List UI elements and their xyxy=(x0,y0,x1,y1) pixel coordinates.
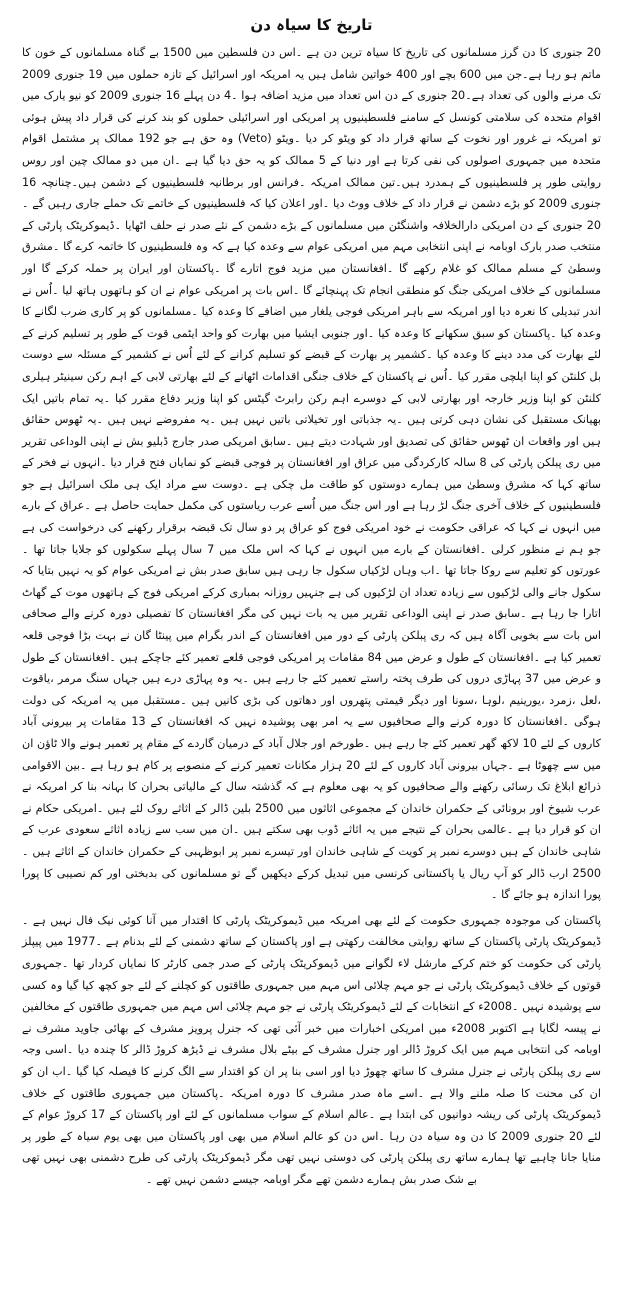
article-paragraph-2: پاکستان کی موجودہ جمہوری حکومت کے لئے بھی امریکہ میں ڈیموکریٹک پارٹی کا اقتدار میں آنا کوئی نیک فال نہیں ہے ۔ڈیموکریٹک پارٹی پاکستان کے ساتھ روایتی مخالفت رکھتی ہے اور پاکستان کے ساتھ دشمنی کے لئے بدنام ہے ۔1977 میں پیپلز پارٹی کی حکومت کو ختم کرکے مارشل لاء لگوانے میں ڈیموکریٹک پارٹی کے صدر جمی کارٹر کا نمایاں کردار تھا ۔جمہوری قوتوں کے خلاف ڈیموکریٹک پارٹی نے جو مہم چلائی اس مہم میں جمہوری طاقتوں کو کچلنے کے لئے جو کچھ کیا گیا وہ کسی سے پوشیدہ نہیں ۔2008ء کے انتخابات کے لئے ڈیموکریٹک پارٹی نے جو مہم چلائی اس مہم میں جمہوری طاقتوں کے مخالفین نے پیسہ لگایا ہے اکتوبر 2008ء میں امریکی اخبارات میں خبر آئی تھی کہ جنرل پرویز مشرف کے بھائی جاوید مشرف نے اوبامہ کی انتخابی مہم میں ایک کروڑ ڈالر اور جنرل مشرف کے بیٹے بلال مشرف نے ڈیڑھ کروڑ ڈالر کا چندہ دیا ۔اسی وجہ سے ری پبلکن پارٹی نے جنرل مشرف کا ساتھ چھوڑ دیا اور اسی بنا پر ان کو اقتدار سے الگ کرنے کا فیصلہ کیا گیا ۔اب ان کو ان کی محنت کا صلہ ملنے والا ہے ۔اسے ماہ صدر مشرف کا دورہ امریکہ ۔پاکستان میں جمہوری طاقتوں کے خلاف ڈیموکریٹک پارٹی کی ریشہ دوانیوں کی ابتدا ہے ۔عالم اسلام کے سواب مسلمانوں کے لئے اور پاکستان کے 17 کروڑ عوام کے لئے 20 جنوری 2009 کا دن وہ سیاہ دن رہا ۔اس دن کو عالم اسلام میں بھی اور پاکستان میں بھی یوم سیاہ کے طور پر منایا جانا چاہیے تھا ہمارے ساتھ ری پبلکن پارٹی کی دوستی نہیں تھی مگر ڈیموکریٹک پارٹی کی طرح دشمنی بھی نہیں تھی بے شک صدر بش ہمارے دشمن تھے مگر اوبامہ جیسے دشمن نہیں تھے ۔ xyxy=(22,913,602,1186)
article-paragraph-1: 20 جنوری کا دن گرز مسلمانوں کی تاریخ کا سیاہ ترین دن ہے ۔اس دن فلسطین میں 1500 بے گناہ مسلمانوں کے خون کا ماتم ہو رہا ہے۔جن میں 600 بچے اور 400 خواتین شامل ہیں یہ امریکہ اور اسرائیل کے تازہ حملوں میں 19 جنوری 2009 تک مرنے والوں کی تعداد ہے۔20 جنوری کے دن اس تعداد میں مزید اضافہ ہوا ۔4 دن پہلے 16 جنوری 2009 کو نیو یارک میں اقوام متحدہ کی سلامتی کونسل کے سامنے فلسطینیوں پر امریکی اور اسرائیلی حملوں کو بند کرنے کی قرار داد پیش ہوئی تو امریکہ نے غرور اور نخوت کے ساتھ قرار داد کو ویٹو کر دیا ۔ویٹو (Veto) وہ حق ہے جو 192 ممالک پر مشتمل اقوام متحدہ میں جمہوری اصولوں کی نفی کرتا ہے اور دنیا کے 5 ممالک کو یہ حق دیا گیا ہے ۔ان میں دو ممالک چین اور روس روایتی طور پر فلسطینیوں کے ہمدرد ہیں۔تین ممالک امریکہ ۔فرانس اور برطانیہ فلسطینیوں کے دشمن ہیں۔چنانچہ 16 جنوری 2009 کو بڑے دشمن نے قرار داد کے خلاف ووٹ دیا ۔اور اعلان کیا کہ فلسطینیوں کے خاتمے تک حملے جاری رہیں گے ۔20 جنوری کے دن امریکی دارالخلافہ واشنگٹن میں مسلمانوں کے بڑے دشمن کے نئے صدر نے حلف اٹھایا ۔ڈیموکریٹک پارٹی کے منتخب صدر بارک اوبامہ نے اپنی انتخابی مہم میں امریکی عوام سے وعدہ کیا ہے کہ وہ فلسطینیوں کا خاتمہ کرے گا ۔مشرق وسطیٰ کے مسلم ممالک کو غلام رکھے گا ۔افغانستان میں مزید فوج اتارے گا ۔پاکستان اور ایران پر حملہ کرکے گا اور مسلمانوں کے خلاف امریکی جنگ کو منطقی انجام تک پہنچائے گا ۔اس بات پر امریکی عوام نے ان کو ہاتھوں ہاتھ لیا ۔اُس نے اندر تبدیلی کا نعرہ دیا اور امریکہ سے باہر امریکی فوجی یلغار میں اضافے کا وعدہ کیا ۔مسلمانوں کو پر کاری ضرب لگانے کا وعدہ کیا ۔پاکستان کو سبق سکھانے کا وعدہ کیا ۔اور جنوبی ایشیا میں بھارت کو واحد ایٹمی قوت کے طور پر تسلیم کرنے کے لئے بھارت کی مدد دینے کا وعدہ کیا ۔کشمیر پر بھارت کے قبضے کو تسلیم کرانے کے لئے اُس نے کشمیر کے مسئلہ سے دوست بل کلنٹن کو اپنا ایلچی مقرر کیا ۔اُس نے پاکستان کے خلاف جنگی اقدامات اٹھانے کے لئے بھارتی لابی کے اہم رکن سینیٹر ہیلری کلنٹن کو اپنا وزیر خارجہ اور بھارتی لابی کے دوسرے اہم رکن رابرٹ گیٹس کو اپنا وزیر دفاع مقرر کیا ۔یہ تمام باتیں ایک بھیانک مستقبل کی نشان دہی کرتی ہیں ۔یہ جذباتی اور تخیلاتی باتیں نہیں ہیں ۔یہ مفروضے نہیں ہیں ۔یہ ٹھوس حقائق ہیں اور واقعات ان ٹھوس حقائق کی تصدیق اور شہادت دیتے ہیں ۔سابق امریکی صدر جارج ڈبلیو بش نے اپنی الوداعی تقریر میں ری پبلکن پارٹی کی 8 سالہ کارکردگی میں عراق اور افغانستان پر فوجی قبضے کو نمایاں فتح قرار دیا ۔انہوں نے فخر کے ساتھ کہا کہ مشرق وسطیٰ میں ہمارے دوستوں کو طاقت مل چکی ہے ۔دوست سے مراد ایک ہی ملک اسرائیل ہے جو فلسطینیوں کے خلاف آخری جنگ لڑ رہا ہے اور اس جنگ میں اُسے عرب ریاستوں کی مکمل حمایت حاصل ہے ۔عراق کے بارے میں انہوں نے کہا کہ عراقی حکومت نے خود امریکی فوج کو عراق پر دو سال تک قبضہ برقرار رکھنے کی درخواست کی ہے جو ہم نے منظور کرلی ۔افغانستان کے بارے میں انہوں نے کہا کہ اس ملک میں 7 سال پہلے سکولوں کو جلایا جاتا تھا ۔عورتوں کو تعلیم سے روکا جاتا تھا ۔اب وہاں لڑکیاں سکول جا رہی ہیں سابق صدر بش نے امریکی عوام کو یہ نہیں بتایا کہ سکول جانے والی لڑکیوں سے زیادہ تعداد ان لڑکیوں کی ہے جنہیں روزانہ بمباری کرکے امریکی فوج کے ہاتھوں موت کے گھاٹ اتارا جا رہا ہے ۔سابق صدر نے اپنی الوداعی تقریر میں یہ بات نہیں کی مگر افغانستان کا تفصیلی دورہ کرنے والے صحافی اس بات سے بخوبی آگاہ ہیں کہ ری پبلکن پارٹی کے دور میں افغانستان کے اندر بگرام میں پینٹا گان نے بہت بڑا فوجی قلعہ تعمیر کیا ہے ۔افغانستان کے طول و عرض میں 84 مقامات پر امریکی فوجی قلعے تعمیر کئے جاچکے ہیں ۔افغانستان کے طول و عرض میں 37 پہاڑی دروں کی طرف پختہ راستے تعمیر کئے جا رہے ہیں ۔یہ وہ پہاڑی درے ہیں جہاں سنگ مرمر ،یاقوت ،لعل ،زمرد ،یورینیم ،لوہا ،سونا اور دیگر قیمتی پتھروں اور دھاتوں کی بڑی کانیں ہیں ۔مستقبل میں یہ امریکہ کی دولت ہوگی ۔افغانستان کا دورہ کرنے والے صحافیوں سے یہ امر بھی پوشیدہ نہیں کہ افغانستان کے 13 مقامات پر بیرونی آباد کاروں کے لئے 10 لاکھ گھر تعمیر کئے جا رہے ہیں ۔طورخم اور جلال آباد کے درمیان گاردے کے مقام پر تعمیر ہونے والا ٹاؤن ان میں سے چھوٹا ہے ۔جہاں بیرونی آباد کاروں کے لئے 20 ہزار مکانات تعمیر کرنے کے منصوبے پر کام ہو رہا ہے ۔بین الاقوامی ذرائع ابلاغ تک رسائی رکھنے والے صحافیوں کو یہ بھی معلوم ہے کہ گذشتہ سال کے مالیاتی بحران کا بہانہ بنا کر امریکہ نے عرب شیوخ اور برونائی کے حکمران خاندان کے مجموعی اثاثوں میں 2500 بلین ڈالر کے اثاثے روک لئے ہیں ۔امریکی حکام نے ان کو قرار دیا ہے ۔عالمی بحران کے نتیجے میں یہ اثاثے ڈوب بھی سکتے ہیں ۔ان میں سب سے زیادہ اثاثے سعودی عرب کے شاہی خاندان کے ہیں دوسرے نمبر پر کویت کے شاہی خاندان اور تیسرے نمبر پر ابوظہبی کے حکمران خاندان کے اثاثے ہیں ۔2500 ارب ڈالر کو آپ ریال یا پاکستانی کرنسی میں تبدیل کرکے دیکھیں گے تو مسلمانوں کی بدبختی اور کم نصیبی کا پورا پورا اندازہ ہو جائے گا ۔ xyxy=(22,46,602,902)
article-title: تاریخ کا سیاہ دن xyxy=(250,16,373,34)
